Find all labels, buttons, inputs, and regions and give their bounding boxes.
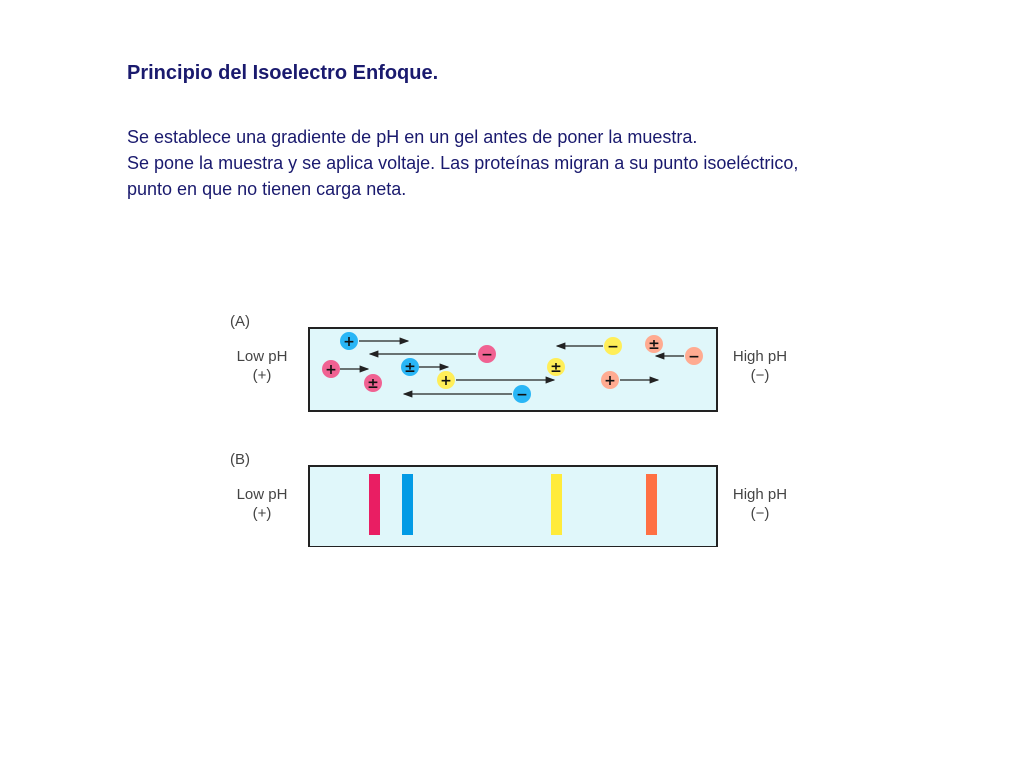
cyan-band: [402, 474, 413, 535]
panel-a-negative-sign: (−): [750, 367, 770, 384]
magenta-minus-molecule-charge: −: [481, 347, 493, 363]
yellow-plus-molecule-charge: +: [440, 373, 452, 389]
magenta-plus-molecule-charge: +: [325, 362, 337, 378]
panel-b-high-ph-text: High pH: [732, 486, 788, 503]
paragraph-line-2: Se pone la muestra y se aplica voltaje. Las proteínas migran a su punto isoeléctrico,: [127, 153, 799, 173]
yellow-pm-molecule-charge: ±: [550, 360, 562, 376]
slide-title: Principio del Isoelectro Enfoque.: [127, 62, 439, 84]
cyan-pm-molecule: [401, 358, 419, 376]
orange-plus-molecule: [601, 371, 619, 389]
cyan-minus-molecule-charge: −: [516, 387, 528, 403]
panel-a-low-ph-text: Low pH: [236, 348, 288, 365]
panel-b-letter: (B): [230, 451, 250, 468]
yellow-band: [551, 474, 562, 535]
paragraph-line-3: punto en que no tienen carga neta.: [127, 179, 407, 199]
panel-a-positive-sign: (+): [252, 367, 272, 384]
magenta-minus-molecule: [478, 345, 496, 363]
magenta-plus-molecule: [322, 360, 340, 378]
migration-arrows: [340, 341, 684, 394]
magenta-pm-molecule-charge: ±: [367, 376, 379, 392]
yellow-minus-molecule-charge: −: [607, 339, 619, 355]
yellow-pm-molecule: [547, 358, 565, 376]
orange-band: [646, 474, 657, 535]
panel-a-high-ph-text: High pH: [732, 348, 788, 365]
paragraph-line-1: Se establece una gradiente de pH en un gel antes de poner la muestra.: [127, 127, 698, 147]
magenta-pm-molecule: [364, 374, 382, 392]
magenta-band: [369, 474, 380, 535]
panel-b-negative-sign: (−): [750, 505, 770, 522]
panel-b-low-ph-text: Low pH: [236, 486, 288, 503]
protein-molecules: [322, 332, 703, 403]
panel-b-positive-sign: (+): [252, 505, 272, 522]
orange-minus-molecule: [685, 347, 703, 365]
orange-pm-molecule: [645, 335, 663, 353]
orange-plus-molecule-charge: +: [604, 373, 616, 389]
yellow-plus-molecule: [437, 371, 455, 389]
cyan-plus-molecule: [340, 332, 358, 350]
cyan-plus-molecule-charge: +: [343, 334, 355, 350]
cyan-pm-molecule-charge: ±: [404, 360, 416, 376]
panel-a-letter: (A): [230, 313, 250, 330]
yellow-minus-molecule: [604, 337, 622, 355]
focused-bands: [369, 474, 657, 535]
orange-minus-molecule-charge: −: [688, 349, 700, 365]
orange-pm-molecule-charge: ±: [648, 337, 660, 353]
cyan-minus-molecule: [513, 385, 531, 403]
